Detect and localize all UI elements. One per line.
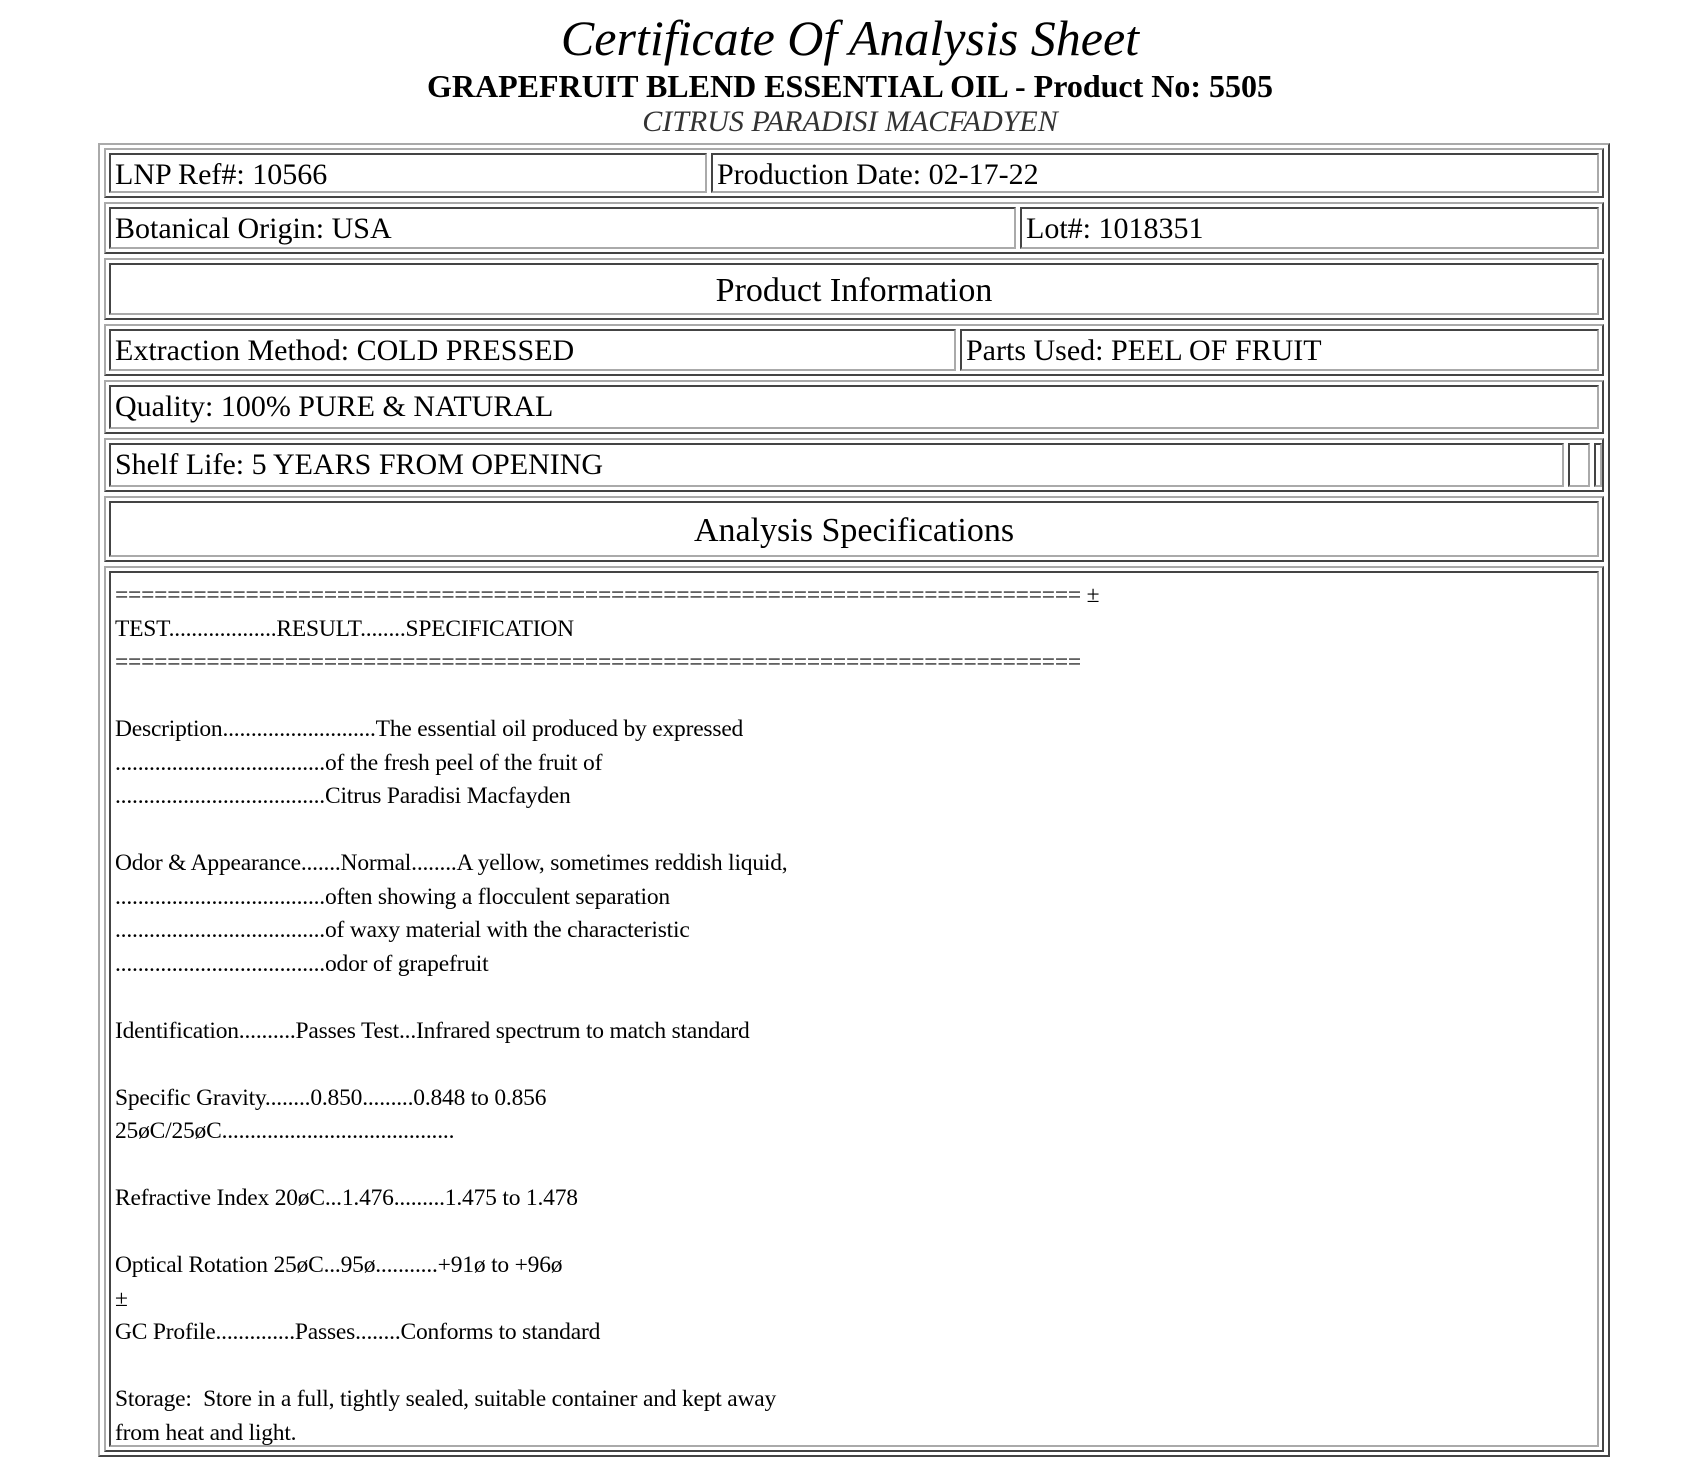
spec-line: Description...........................The essential oil produced by expressed <box>115 716 744 742</box>
spec-line <box>115 1216 1597 1250</box>
botanical-origin-cell: Botanical Origin: USA <box>109 207 1016 249</box>
spec-line: TEST...................RESULT........SPECIFICATION <box>115 615 574 642</box>
quality-cell: Quality: 100% PURE & NATURAL <box>109 385 1599 429</box>
row-origin-lot <box>104 202 1604 254</box>
document-title: Certificate Of Analysis Sheet <box>560 10 1140 66</box>
empty-cell-1 <box>1568 443 1590 487</box>
spec-line: Odor & Appearance.......Normal........A yellow, sometimes reddish liquid, <box>115 850 788 876</box>
spec-line: .....................................Citrus Paradisi Macfayden <box>115 783 571 809</box>
spec-line: Identification..........Passes Test...Infrared spectrum to match standard <box>115 1017 750 1044</box>
spec-line <box>115 680 1597 714</box>
spec-line: .....................................of waxy material with the characteristic <box>115 917 690 943</box>
spec-line: ± <box>115 1285 128 1312</box>
spec-line: Refractive Index 20øC...1.476.........1.475 to 1.478 <box>115 1185 578 1211</box>
row-ref-date <box>104 148 1604 198</box>
product-information-heading: Product Information <box>109 263 1599 315</box>
spec-line <box>115 1048 1597 1082</box>
lot-cell: Lot#: 1018351 <box>1020 207 1599 249</box>
spec-line: Storage: Store in a full, tightly sealed, suitable container and kept away <box>115 1386 777 1412</box>
certificate-table <box>98 143 1610 1457</box>
extraction-method-cell: Extraction Method: COLD PRESSED <box>109 329 956 371</box>
row-quality <box>104 380 1604 434</box>
spec-line: Specific Gravity........0.850.........0.848 to 0.856 <box>115 1084 547 1111</box>
spec-line <box>115 1149 1597 1183</box>
spec-line: ========================================================================== <box>115 649 1081 675</box>
spec-line <box>115 1350 1597 1384</box>
analysis-specifications-heading: Analysis Specifications <box>109 501 1599 557</box>
parts-used-cell: Parts Used: PEEL OF FRUIT <box>960 329 1599 371</box>
product-title: GRAPEFRUIT BLEND ESSENTIAL OIL - Product No: 5505 <box>426 68 1274 104</box>
spec-line: .....................................often showing a flocculent separation <box>115 883 670 910</box>
spec-line: ========================================================================== ± <box>115 582 1100 608</box>
spec-line: GC Profile..............Passes........Conforms to standard <box>115 1319 601 1345</box>
spec-line <box>115 981 1597 1015</box>
spec-line: .....................................odor of grapefruit <box>115 950 489 977</box>
spec-line: from heat and light. <box>115 1419 297 1446</box>
spec-line: Optical Rotation 25øC...95ø...........+91ø to +96ø <box>115 1252 563 1278</box>
row-extraction-parts <box>104 324 1604 376</box>
spec-line: .....................................of the fresh peel of the fruit of <box>115 749 603 776</box>
row-analysis-body <box>104 566 1604 1452</box>
spec-line: 25øC/25øC......................................... <box>115 1118 455 1144</box>
lnp-ref-cell: LNP Ref#: 10566 <box>109 153 707 193</box>
botanical-name: CITRUS PARADISI MACFADYEN <box>642 105 1058 138</box>
row-analysis-heading <box>104 496 1604 562</box>
production-date-cell: Production Date: 02-17-22 <box>711 153 1599 193</box>
spec-line <box>115 814 1597 848</box>
shelf-life-cell: Shelf Life: 5 YEARS FROM OPENING <box>109 443 1564 487</box>
row-product-info-heading <box>104 258 1604 320</box>
row-shelf-life <box>104 438 1604 492</box>
empty-cell-2 <box>1594 443 1602 487</box>
analysis-specifications-body <box>109 571 1599 1447</box>
